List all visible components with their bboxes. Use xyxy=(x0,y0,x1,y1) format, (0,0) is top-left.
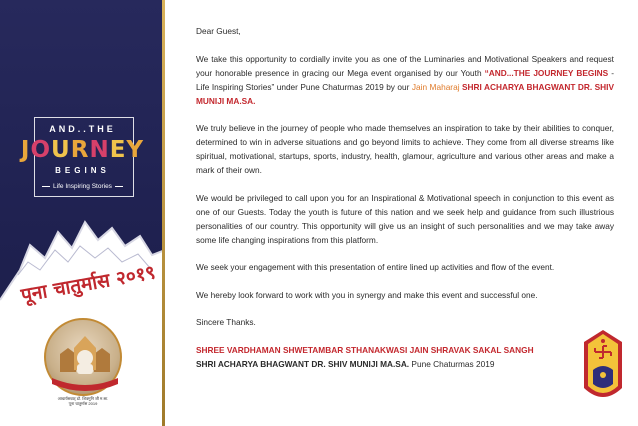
logo-letter: R xyxy=(70,137,90,163)
logo-tagline-text: Life Inspiring Stories xyxy=(53,183,112,190)
badge-caption xyxy=(40,396,126,406)
closing: Sincere Thanks. xyxy=(196,317,256,327)
salutation: Dear Guest, xyxy=(196,26,241,36)
paragraph-privilege: We would be privileged to call upon you for an Inspirational & Motivational speech in conjunction to this event as one of our Guests. Today the youth is future of this nation and we seek help and guidance from such illustrious personalities of our country. This opportunity will give us an insight of such personalities and we may take away some life changing inspirations from this platform. xyxy=(196,192,614,245)
badge-caption-line: पूना चातुर्मास 2019 xyxy=(68,401,98,407)
logo-letter: J xyxy=(20,137,31,163)
gold-edge-stripe xyxy=(162,0,165,426)
logo-letter: O xyxy=(30,137,52,163)
invitation-letter xyxy=(196,24,614,371)
maharaj-name: SHRI ACHARYA BHAGWANT DR. SHIV MUNIJI MA.SA. xyxy=(196,81,614,106)
temple-icon xyxy=(46,320,124,398)
logo-top-text: AND..THE xyxy=(49,124,116,134)
logo-journey-text xyxy=(0,137,165,163)
logo-letter: N xyxy=(89,137,110,163)
paragraph-synergy: We hereby look forward to work with you in synergy and make this event and successful one. xyxy=(196,289,538,300)
logo-letter: U xyxy=(51,137,71,163)
temple-badge-image xyxy=(44,318,122,396)
paragraph-text: - Life Inspiring Stories” under Pune Chaturmas 2019 by our xyxy=(196,67,614,92)
signature-organization: SHREE VARDHAMAN SHWETAMBAR STHANAKWASI JAIN SHRAVAK SAKAL SANGH xyxy=(196,344,534,355)
paragraph-text: We take this opportunity to cordially invite you as one of the Luminaries and Motivational Speakers and request your honorable presence in gracing our Mega event organised by our Youth xyxy=(196,53,614,78)
logo-letter: Y xyxy=(126,137,145,163)
logo-tagline xyxy=(0,183,165,190)
badge-caption-line: आचार्यसम्राट् डॉ. शिवमुनि जी म.सा. xyxy=(57,396,109,401)
paragraph-invitation xyxy=(196,52,614,108)
signature-line xyxy=(196,357,614,371)
chaturmas-devanagari-title: पूना चातुर्मास २०१९ xyxy=(19,261,158,307)
logo-letter: E xyxy=(109,137,127,163)
signature-name: SHRI ACHARYA BHAGWANT DR. SHIV MUNIJI MA.SA. xyxy=(196,358,410,369)
paragraph-belief: We truly believe in the journey of people who made themselves an inspiration to take by their abilities to conquer, determined to win in adverse situations and go beyond limits to achieve. They come from all diverse streams like spiritual, motivational, startups, sports, industry, health, glamour, agriculture and various other areas and make a mark of their own. xyxy=(196,123,614,175)
paragraph-engagement: We seek your engagement with this presentation of entire lined up activities and flow of the event. xyxy=(196,262,555,272)
logo-begins-text: BEGINS xyxy=(55,166,110,175)
maharaj-prefix: Jain Maharaj xyxy=(411,81,462,92)
event-name: “AND...THE JOURNEY BEGINS xyxy=(484,67,609,78)
jain-emblem-icon xyxy=(582,328,624,406)
left-decorative-panel xyxy=(0,0,165,426)
signature-suffix: Pune Chaturmas 2019 xyxy=(409,358,495,369)
